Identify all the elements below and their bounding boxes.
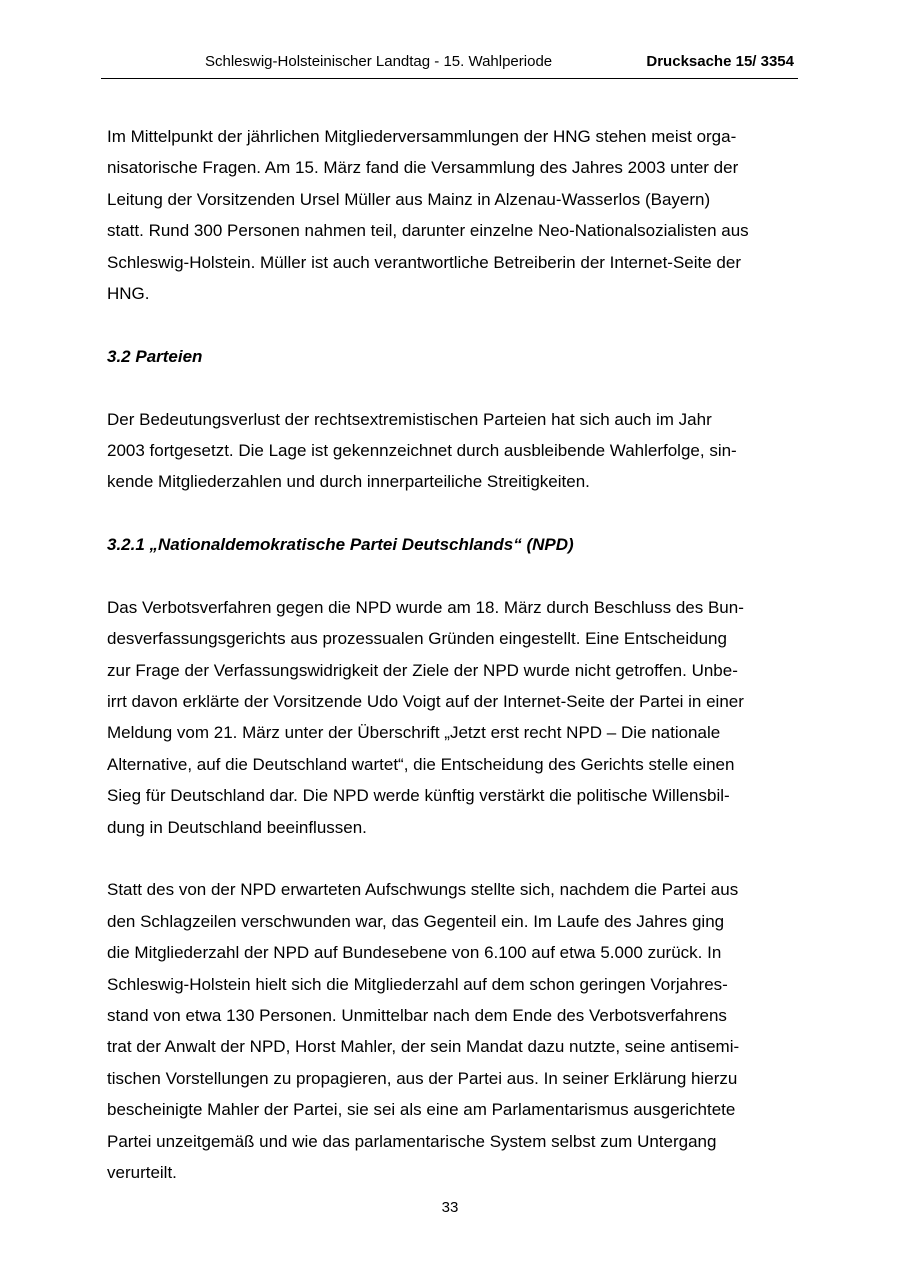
text-line: Der Bedeutungsverlust der rechtsextremistischen Parteien hat sich auch im Jahr	[107, 409, 712, 429]
text-line: Schleswig-Holstein hielt sich die Mitgliederzahl auf dem schon geringen Vorjahres-	[107, 974, 728, 994]
text-line: Alternative, auf die Deutschland wartet“, die Entscheidung des Gerichts stelle einen	[107, 754, 735, 774]
section-heading-parteien: 3.2 Parteien	[107, 346, 203, 366]
text-line: statt. Rund 300 Personen nahmen teil, darunter einzelne Neo-Nationalsozialisten aus	[107, 221, 749, 241]
text-line: verurteilt.	[107, 1162, 177, 1182]
paragraph-npd-mitglieder	[107, 874, 807, 1188]
text-line: kende Mitgliederzahlen und durch innerparteiliche Streitigkeiten.	[107, 472, 590, 492]
text-line: den Schlagzeilen verschwunden war, das Gegenteil ein. Im Laufe des Jahres ging	[107, 911, 725, 931]
paragraph-hng-meeting	[107, 121, 807, 309]
text-line: irrt davon erklärte der Vorsitzende Udo Voigt auf der Internet-Seite der Partei in einer	[107, 692, 744, 712]
text-line: Schleswig-Holstein. Müller ist auch verantwortliche Betreiberin der Internet-Seite der	[107, 252, 742, 272]
text-line: HNG.	[107, 283, 150, 303]
text-line: Sieg für Deutschland dar. Die NPD werde künftig verstärkt die politische Willensbil-	[107, 786, 730, 806]
text-line: Meldung vom 21. März unter der Überschrift „Jetzt erst recht NPD – Die nationale	[107, 723, 721, 743]
text-line: Statt des von der NPD erwarteten Aufschwungs stellte sich, nachdem die Partei aus	[107, 880, 739, 900]
page-header	[101, 50, 798, 79]
text-line: zur Frage der Verfassungswidrigkeit der Ziele der NPD wurde nicht getroffen. Unbe-	[107, 660, 738, 680]
text-line: stand von etwa 130 Personen. Unmittelbar nach dem Ende des Verbotsverfahrens	[107, 1005, 727, 1025]
header-title: Schleswig-Holsteinischer Landtag - 15. Wahlperiode	[205, 53, 553, 70]
text-line: tischen Vorstellungen zu propagieren, aus der Partei aus. In seiner Erklärung hierzu	[107, 1068, 738, 1088]
text-line: dung in Deutschland beeinflussen.	[107, 817, 367, 837]
text-line: Leitung der Vorsitzenden Ursel Müller aus Mainz in Alzenau-Wasserlos (Bayern)	[107, 189, 711, 209]
text-line: Im Mittelpunkt der jährlichen Mitgliederversammlungen der HNG stehen meist orga-	[107, 127, 737, 146]
document-number: Drucksache 15/ 3354	[646, 53, 794, 70]
page-body	[107, 121, 807, 1188]
text-line: desverfassungsgerichts aus prozessualen Gründen eingestellt. Eine Entscheidung	[107, 629, 727, 649]
text-line: die Mitgliederzahl der NPD auf Bundesebene von 6.100 auf etwa 5.000 zurück. In	[107, 943, 722, 963]
text-line: trat der Anwalt der NPD, Horst Mahler, der sein Mandat dazu nutzte, seine antisemi-	[107, 1037, 740, 1057]
text-line: nisatorische Fragen. Am 15. März fand die Versammlung des Jahres 2003 unter der	[107, 158, 739, 178]
paragraph-npd-verbotsverfahren	[107, 592, 807, 843]
paragraph-parteien	[107, 404, 807, 498]
text-line: Partei unzeitgemäß und wie das parlamentarische System selbst zum Untergang	[107, 1131, 717, 1151]
section-heading-npd: 3.2.1 „Nationaldemokratische Partei Deutschlands“ (NPD)	[107, 535, 574, 555]
text-line: Das Verbotsverfahren gegen die NPD wurde am 18. März durch Beschluss des Bun-	[107, 597, 744, 617]
page-number: 33	[441, 1199, 459, 1216]
text-line: 2003 fortgesetzt. Die Lage ist gekennzeichnet durch ausbleibende Wahlerfolge, sin-	[107, 440, 737, 460]
text-line: bescheinigte Mahler der Partei, sie sei als eine am Parlamentarismus ausgerichtete	[107, 1100, 736, 1120]
